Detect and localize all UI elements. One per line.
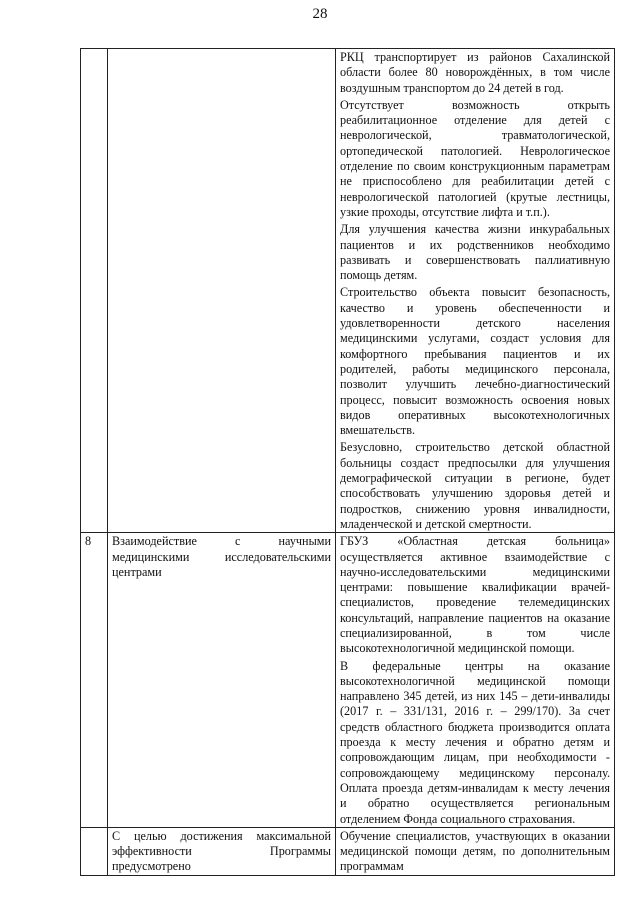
paragraph: ГБУЗ «Областная детская больница» осуществляется активное взаимодействие с научно-исследовательскими медицинскими центрами: повышение квалификации врачей-специалистов, проведение телемедицинских консультаций, направление пациентов на оказание специализированной, в том числе высокотехнологичной медицинской помощи. — [340, 534, 610, 656]
paragraph: РКЦ транспортирует из районов Сахалинской области более 80 новорождённых, в том числе воздушным транспортом до 24 детей в год. — [340, 50, 610, 95]
page-number: 28 — [312, 6, 328, 22]
row-number-cell: 8 — [81, 533, 108, 828]
table-row — [81, 49, 615, 533]
row-number-cell — [81, 49, 108, 533]
paragraph: Строительство объекта повысит безопасность, качество и уровень обеспеченности и удовлетворенности детского населения медицинскими услугами, создаст условия для комфортного пребывания пациентов и их родителей, работы медицинского персонала, позволит улучшить лечебно-диагностический процесс, повысит возможность освоения новых видов оперативных высокотехнологичных вмешательств. — [340, 285, 610, 438]
paragraph: Безусловно, строительство детской областной больницы создаст предпосылки для улучшения демографической ситуации в регионе, будет способствовать улучшению здоровья детей и подростков, снижению уровня инвалидности, младенческой и детской смертности. — [340, 440, 610, 531]
table-row — [81, 533, 615, 828]
topic-cell: Взаимодействие с научными медицинскими исследовательскими центрами — [108, 533, 336, 828]
table-row — [81, 827, 615, 875]
description-cell — [336, 827, 615, 875]
paragraph: Для улучшения качества жизни инкурабальных пациентов и их родственников необходимо развивать и совершенствовать паллиативную помощь детям. — [340, 222, 610, 283]
document-table — [80, 48, 615, 876]
description-cell — [336, 533, 615, 828]
paragraph: В федеральные центры на оказание высокотехнологичной медицинской помощи направлено 345 детей, из них 145 – дети-инвалиды (2017 г. – 331/131, 2016 г. – 299/170). За счет средств областного бюджета производится оплата проезда к месту лечения и обратно детям и сопровождающим лицам, при необходимости - сопровождающему медицинскому персоналу. Оплата проезда детям-инвалидам к месту лечения и обратно осуществляется региональным отделением Фонда социального страхования. — [340, 658, 610, 826]
paragraph: Отсутствует возможность открыть реабилитационное отделение для детей с неврологической, травматологической, ортопедической патологией. Неврологическое отделение по своим конструкционным параметрам не приспособлено для реабилитации детей с неврологической патологией (крутые лестницы, узкие проходы, отсутствие лифта и т.п.). — [340, 97, 610, 219]
topic-cell — [108, 49, 336, 533]
topic-cell: С целью достижения максимальной эффективности Программы предусмотрено — [108, 827, 336, 875]
paragraph: Обучение специалистов, участвующих в оказании медицинской помощи детям, по дополнительным программам — [340, 828, 610, 874]
row-number-cell — [81, 827, 108, 875]
description-cell — [336, 49, 615, 533]
